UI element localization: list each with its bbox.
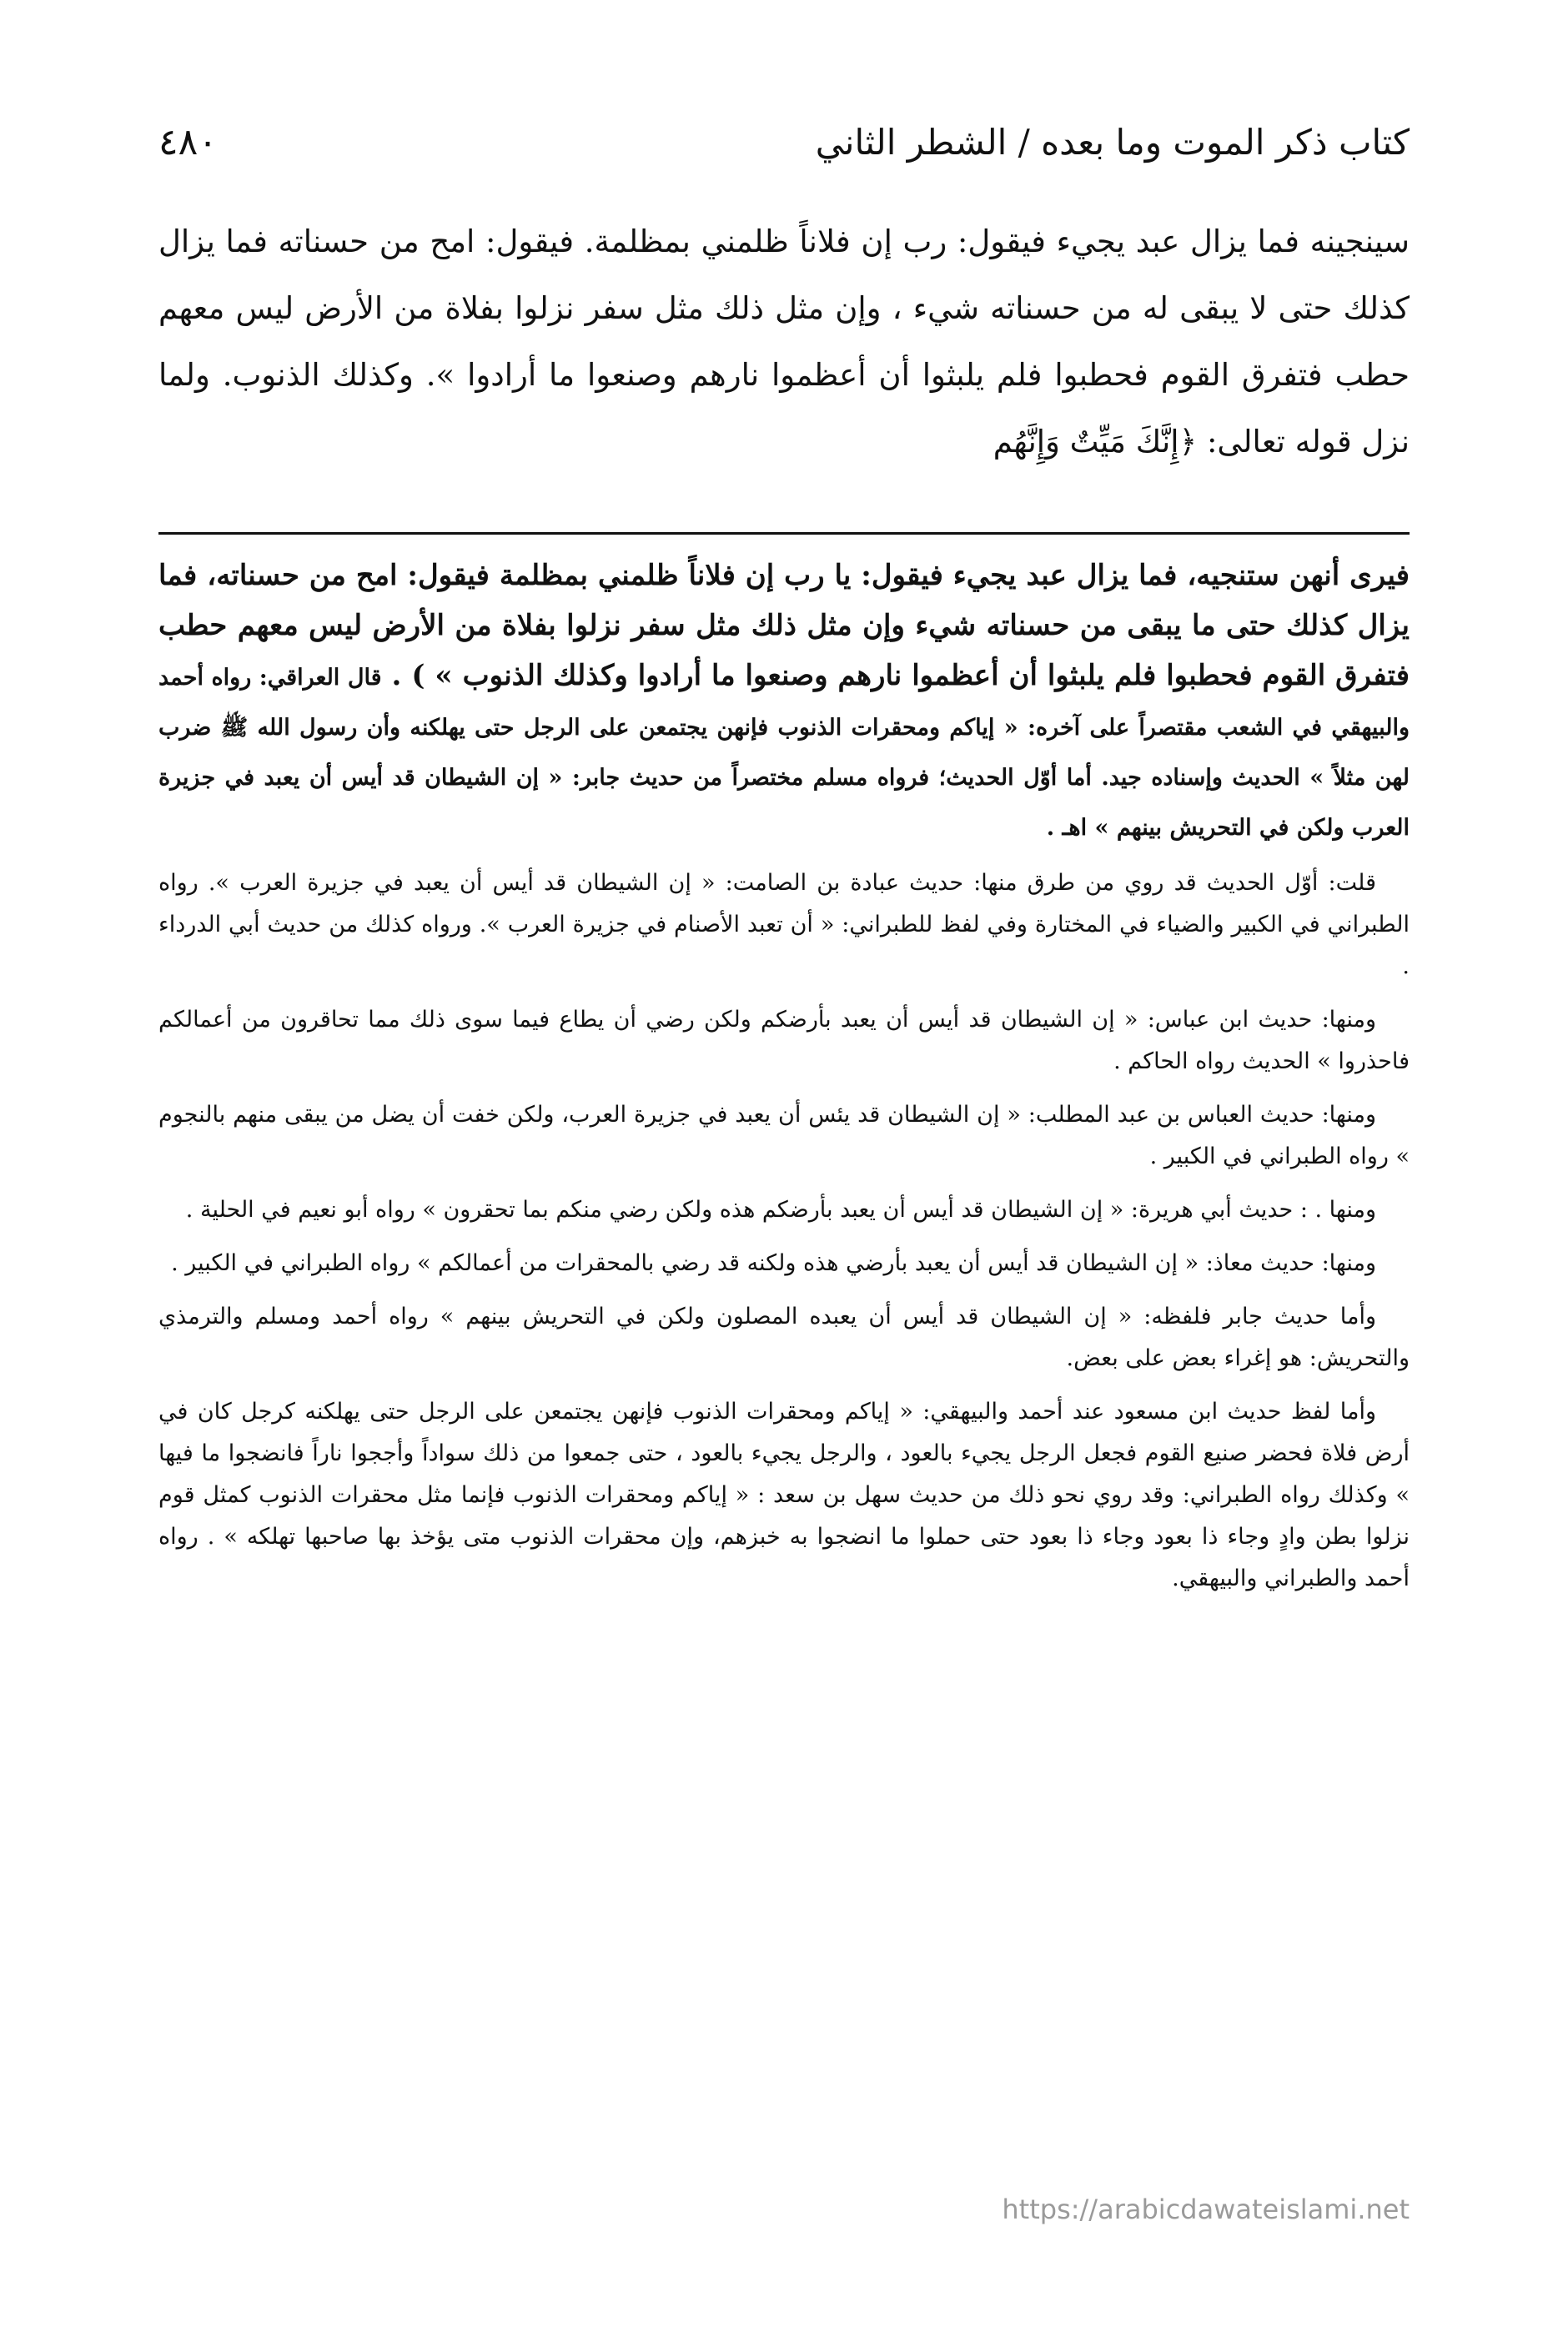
- page-header: [158, 108, 1410, 175]
- commentary-paragraph-2: ومنها: حديث ابن عباس: « إن الشيطان قد أيس أن يعبد بأرضكم ولكن رضي أن يطاع فيما سوى ذلك مما تحاقرون من أعمالكم فاحذروا » الحديث رواه الحاكم .: [158, 1007, 1410, 1074]
- commentary-note: قال العراقي: رواه أحمد والبيهقي في الشعب مقتصراً على آخره: « إياكم ومحقرات الذنوب فإنهن يجتمعن على الرجل حتى يهلكنه وأن رسول الله ﷺ ضرب لهن مثلاً » الحديث وإسناده جيد. أما أوّل الحديث؛ فرواه مسلم مختصراً من حديث جابر: « إن الشيطان قد أيس أن يعبد في جزيرة العرب ولكن في التحريش بينهم » اهـ .: [158, 665, 1410, 841]
- commentary-paragraph-5: ومنها: حديث معاذ: « إن الشيطان قد أيس أن يعبد بأرضي هذه ولكنه قد رضي بالمحقرات من أعمالكم » رواه الطبراني في الكبير .: [171, 1250, 1376, 1276]
- page-number: ٤٨٠: [158, 120, 218, 163]
- commentary-paragraph-4: ومنها . : حديث أبي هريرة: « إن الشيطان قد أيس أن يعبد بأرضكم هذه ولكن رضي منكم بما تحقرون » رواه أبو نعيم في الحلية .: [185, 1197, 1376, 1223]
- commentary-paragraph-1: قلت: أوّل الحديث قد روي من طرق منها: حديث عبادة بن الصامت: « إن الشيطان قد أيس أن يعبد في جزيرة العرب ». رواه الطبراني في الكبير والضياء في المختارة وفي لفظ للطبراني: « أن تعبد الأصنام في جزيرة العرب ». ورواه كذلك من حديث أبي الدرداء .: [158, 870, 1410, 979]
- footnote-divider: [158, 532, 1410, 535]
- commentary-paragraph-7: وأما لفظ حديث ابن مسعود عند أحمد والبيهقي: « إياكم ومحقرات الذنوب فإنهن يجتمعن على الرجل حتى يهلكنه كرجل كان في أرض فلاة فحضر صنيع القوم فجعل الرجل يجيء بالعود ، والرجل يجيء بالعود ، حتى جمعوا من ذلك سواداً وأججوا ناراً فانضجوا ما فيها » وكذلك رواه الطبراني: وقد روي نحو ذلك من حديث سهل بن سعد : « إياكم ومحقرات الذنوب فإنما مثل محقرات الذنوب كمثل قوم نزلوا بطن وادٍ وجاء ذا بعود وجاء ذا بعود حتى حملوا ما انضجوا به خبزهم، وإن محقرات الذنوب متى يؤخذ بها صاحبها تهلكه » . رواه أحمد والطبراني والبيهقي.: [158, 1399, 1410, 1591]
- commentary-block: [158, 550, 1410, 1600]
- commentary-paragraph-6: وأما حديث جابر فلفظه: « إن الشيطان قد أيس أن يعبده المصلون ولكن في التحريش بينهم » رواه أحمد ومسلم والترمذي والتحريش: هو إغراء بعض على بعض.: [158, 1304, 1410, 1371]
- commentary-paragraph-3: ومنها: حديث العباس بن عبد المطلب: « إن الشيطان قد يئس أن يعبد في جزيرة العرب، ولكن خفت أن يضل من يبقى منهم بالنجوم » رواه الطبراني في الكبير .: [158, 1102, 1410, 1169]
- commentary-bold-quote: [158, 550, 1410, 851]
- bold-quote-text: فيرى أنهن ستنجيه، فما يزال عبد يجيء فيقول: يا رب إن فلاناً ظلمني بمظلمة فيقول: امح من حسناته، فما يزال كذلك حتى ما يبقى من حسناته شيء وإن مثل ذلك مثل سفر نزلوا بفلاة من الأرض ليس معهم حطب فتفرق القوم فحطبوا فلم يلبثوا أن أعظموا نارهم وصنعوا ما أرادوا وكذلك الذنوب » ) .: [158, 559, 1410, 692]
- watermark-url: https://arabicdawateislami.net: [1002, 2194, 1410, 2225]
- main-text-block: [158, 209, 1410, 475]
- running-title: كتاب ذكر الموت وما بعده / الشطر الثاني: [815, 121, 1410, 163]
- main-paragraph: سينجينه فما يزال عبد يجيء فيقول: رب إن فلاناً ظلمني بمظلمة. فيقول: امح من حسناته فما يزال كذلك حتى لا يبقى له من حسناته شيء ، وإن مثل ذلك مثل سفر نزلوا بفلاة من الأرض ليس معهم حطب فتفرق القوم فحطبوا فلم يلبثوا أن أعظموا نارهم وصنعوا ما أرادوا ». وكذلك الذنوب. ولما نزل قوله تعالى: ﴿إِنَّكَ مَيِّتٌ وَإِنَّهُم: [158, 224, 1410, 460]
